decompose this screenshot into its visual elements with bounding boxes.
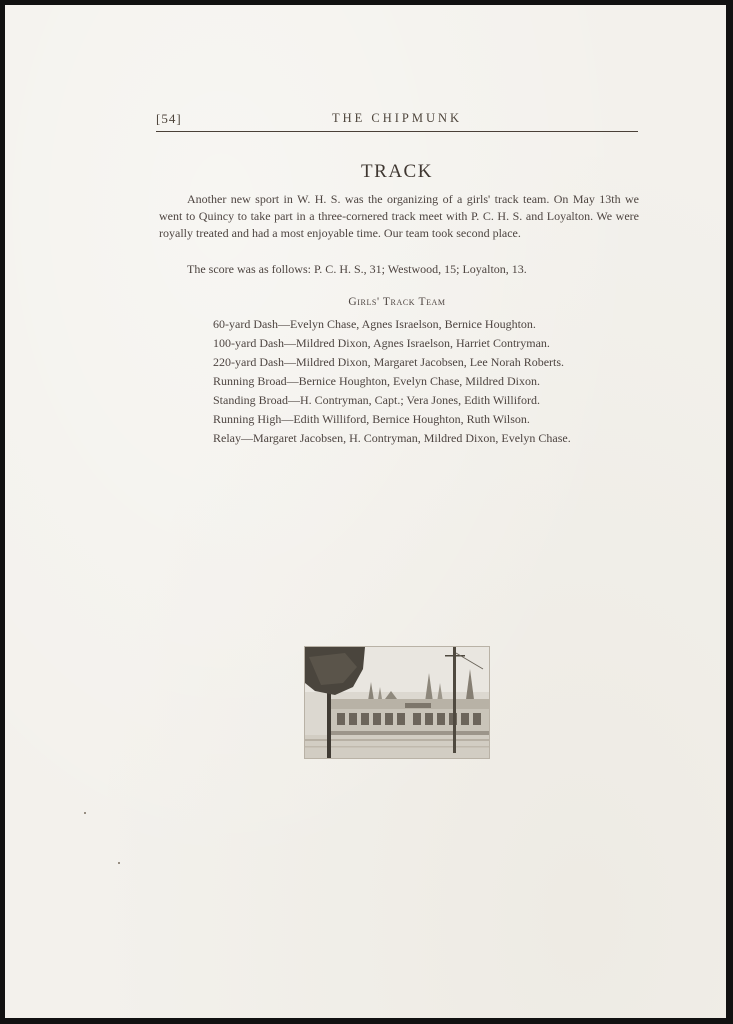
event-item: 100-yard Dash—Mildred Dixon, Agnes Israelson, Harriet Contryman. (213, 336, 550, 350)
intro-paragraph: Another new sport in W. H. S. was the organizing of a girls' track team. On May 13th we went to Quincy to take part in a three-cornered track meet with P. C. H. S. and Loyalton. We were royally treated and had a most enjoyable time. Our team took second place. (159, 192, 639, 240)
building-photo (304, 646, 490, 759)
event-item: Running High—Edith Williford, Bernice Houghton, Ruth Wilson. (213, 412, 530, 426)
event-list (213, 316, 585, 449)
event-item: 220-yard Dash—Mildred Dixon, Margaret Jacobsen, Lee Norah Roberts. (213, 355, 565, 369)
event-item: Relay—Margaret Jacobsen, H. Contryman, Mildred Dixon, Evelyn Chase. (213, 431, 571, 445)
team-heading: Girls' Track Team (348, 296, 446, 308)
paper-speck (84, 812, 86, 814)
running-title: THE CHIPMUNK (331, 111, 463, 125)
running-header (156, 109, 638, 132)
paper-speck (118, 862, 120, 864)
event-item: Running Broad—Bernice Houghton, Evelyn Chase, Mildred Dixon. (213, 374, 540, 388)
event-item: Standing Broad—H. Contryman, Capt.; Vera Jones, Edith Williford. (213, 393, 541, 407)
score-paragraph: The score was as follows: P. C. H. S., 31; Westwood, 15; Loyalton, 13. (187, 262, 527, 276)
page-number: [54] (156, 111, 182, 126)
event-item: 60-yard Dash—Evelyn Chase, Agnes Israelson, Bernice Houghton. (213, 317, 536, 331)
building-photo-illustration (305, 647, 489, 758)
page (5, 5, 726, 1018)
section-title: TRACK (361, 161, 433, 182)
